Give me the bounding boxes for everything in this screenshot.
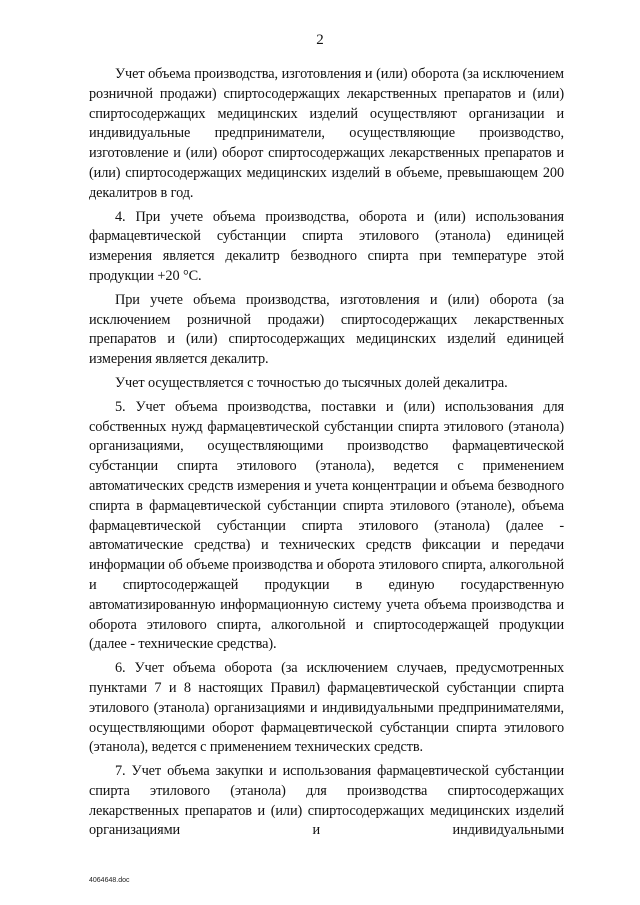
page-number: 2 [316,32,324,48]
paragraph-item-7: 7. Учет объема закупки и использования фармацевтической субстанции спирта этилового (этанола) для производства спиртосодержащих лекарственных препаратов и (или) спиртосодержащих медицинских изделий организациями и индивидуальными [89,763,564,839]
paragraph-accuracy: Учет осуществляется с точностью до тысячных долей декалитра. [115,374,508,391]
paragraph-item-4: 4. При учете объема производства, оборота и (или) использования фармацевтической субстанции спирта этилового (этанола) единицей измерения является декалитр безводного спирта при температуре этой продукции +20 °С. [89,208,564,284]
document-filename: 4064648.doc [89,877,130,884]
document-body [89,65,564,845]
paragraph-item-6: 6. Учет объема оборота (за исключением случаев, предусмотренных пунктами 7 и 8 настоящих Правил) фармацевтической субстанции спирта этилового (этанола) организациями и индивидуальными предпринимателями, осуществляющими оборот фармацевтической субстанции спирта этилового (этанола), ведется с применением технических средств. [89,660,564,756]
paragraph-unit-decaliter: При учете объема производства, изготовления и (или) оборота (за исключением розничной продажи) спиртосодержащих лекарственных препаратов и (или) спиртосодержащих медицинских изделий единицей измерения является декалитр. [89,291,564,368]
paragraph-accounting-organizations: Учет объема производства, изготовления и (или) оборота (за исключением розничной продажи) спиртосодержащих лекарственных препаратов и (или) спиртосодержащих медицинских изделий осуществляют организации и индивидуальные предприниматели, осуществляющие производство, изготовление и (или) оборот спиртосодержащих лекарственных препаратов и (или) спиртосодержащих медицинских изделий в объеме, превышающем 200 декалитров в год. [89,66,564,201]
paragraph-item-5: 5. Учет объема производства, поставки и (или) использования для собственных нужд фармацевтической субстанции спирта этилового (этанола) организациями, осуществляющими производство фармацевтической субстанции спирта этилового (этанола), ведется с применением автоматических средств измерения и учета концентрации и объема безводного спирта в фармацевтической субстанции спирта этилового (этаноле), объема фармацевтической субстанции спирта этилового (этанола) (далее - автоматические средства) и технических средств фиксации и передачи информации об объеме производства и оборота этилового спирта, алкогольной и спиртосодержащей продукции в единую государственную автоматизированную информационную систему учета объема производства и оборота этилового спирта, алкогольной и спиртосодержащей продукции (далее - технические средства). [89,398,564,653]
